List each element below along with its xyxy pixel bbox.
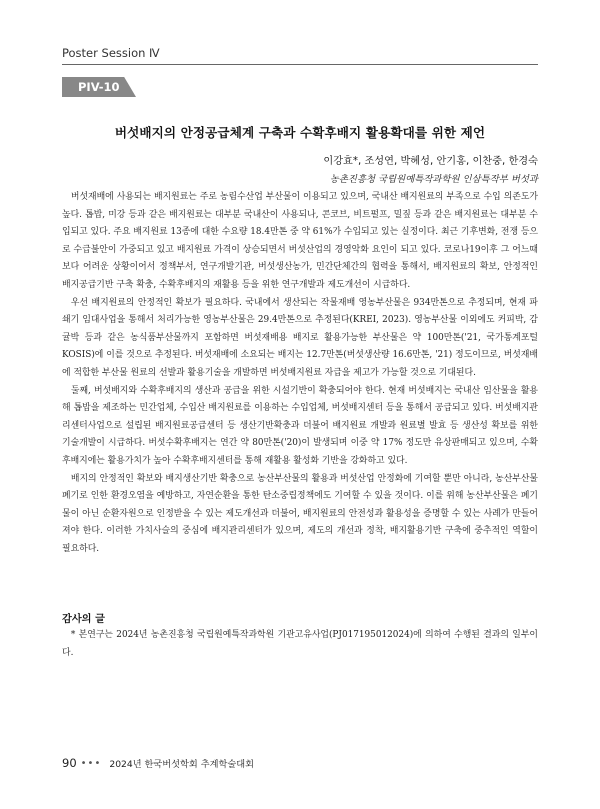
author-list: 이강효*, 조성연, 박혜성, 안기홍, 이찬중, 한경숙 (323, 156, 538, 167)
conference-name: 2024년 한국버섯학회 추계학술대회 (109, 759, 254, 770)
page-footer (62, 756, 254, 770)
footer-dots: ••• (80, 757, 102, 769)
poster-code-label: PIV-10 (78, 80, 120, 94)
acknowledgment-heading: 감사의 글 (62, 614, 105, 625)
body-paragraph-1: 버섯재배에 사용되는 배지원료는 주로 농림수산업 부산물이 이용되고 있으며, 국내산 배지원료의 부족으로 수입 의존도가 높다. 톱밥, 미강 등과 같은 배지원료는 대부분 국내산이 사용되나, 콘코브, 비트펄프, 밀짚 등과 같은 배지원료는 대부분 수입되고 있다. 주요 배지원료 13종에 대한 수요량 18.4만톤 중 약 61%가 수입되고 있는 실정이다. 최근 기후변화, 전쟁 등으로 수급불안이 가중되고 있고 배지원료 가격이 상승되면서 버섯산업의 경영악화 요인이 되고 있다. 코로나19이후 그 어느때보다 어려운 상황이어서 정책부서, 연구개발기관, 버섯생산농가, 민간단체간의 협력을 통해서, 배지원료의 확보, 안정적인 배지공급기반 구축 확충, 수확후배지의 재활용 등을 위한 연구개발과 제도개선이 시급하다. (62, 192, 538, 290)
section-header-label: Poster Session Ⅳ (62, 46, 160, 60)
abstract-body (62, 189, 538, 558)
body-paragraph-3: 둘째, 버섯배지와 수확후배지의 생산과 공급을 위한 시설기반이 확충되어야 한다. 현재 버섯배지는 국내산 임산물을 활용해 톱밥을 제조하는 민간업체, 수입산 배지원료를 이용하는 수입업체, 버섯배지센터 등을 통해서 공급되고 있다. 버섯배지관리센터사업으로 설립된 배지원료공급센터 등 생산기반확충과 더불어 배지원료 개발과 원료별 발효 등 생산성 확보를 위한 기술개발이 시급하다. 버섯수확후배지는 연간 약 80만톤('20)이 발생되며 이중 약 17% 정도만 유상판매되고 있으며, 수확후배지에는 활용가치가 높아 수확후배지센터를 통해 재활용 활성화 기반을 강화하고 있다. (62, 385, 538, 466)
body-paragraph-2: 우선 배지원료의 안정적인 확보가 필요하다. 국내에서 생산되는 작물재배 영농부산물은 934만톤으로 추정되며, 현재 파쇄기 임대사업을 통해서 처리가능한 영농부산물은 29.4만톤으로 추정된다(KREI, 2023). 영농부산물 이외에도 커피박, 감귤박 등과 같은 농식품부산물까지 포함하면 버섯재배용 배지로 활용가능한 부산물은 약 100만톤('21, 국가통계포털 KOSIS)에 이를 것으로 추정된다. 버섯재배에 소요되는 배지는 12.7만톤(버섯생산량 16.6만톤, '21) 정도이므로, 버섯재배에 적합한 부산물 원료의 선발과 활용기술을 개발하면 버섯배지원료 자급을 제고가 가능할 것으로 기대된다. (62, 297, 538, 378)
author-affiliation: 농촌진흥청 국립원예특작과학원 인삼특작부 버섯과 (329, 174, 538, 185)
body-paragraph-4: 배지의 안정적인 확보와 배지생산기반 확충으로 농산부산물의 활용과 버섯산업 안정화에 기여할 뿐만 아니라, 농산부산물 폐기로 인한 환경오염을 예방하고, 자연순환을 통한 탄소중립정책에도 기여할 수 있을 것이다. 이를 위해 농산부산물은 폐기물이 아닌 순환자원으로 인정받을 수 있는 제도개선과 더불어, 배지원료의 안전성과 활용성을 증명할 수 있는 사례가 만들어져야 한다. 이러한 가치사슬의 중심에 배지관리센터가 있으며, 제도의 개선과 정착, 배지활용기반 구축에 중추적인 역할이 필요하다. (62, 473, 538, 554)
acknowledgment-body (62, 627, 538, 662)
header-divider (62, 64, 538, 65)
paper-title: 버섯배지의 안정공급체계 구축과 수확후배지 활용확대를 위한 제언 (114, 125, 486, 140)
acknowledgment-text: * 본연구는 2024년 농촌진흥청 국립원예특작과학원 기관고유사업(PJ017195012024)에 의하여 수행된 결과의 일부이다. (62, 630, 538, 658)
page-number: 90 (62, 756, 77, 770)
